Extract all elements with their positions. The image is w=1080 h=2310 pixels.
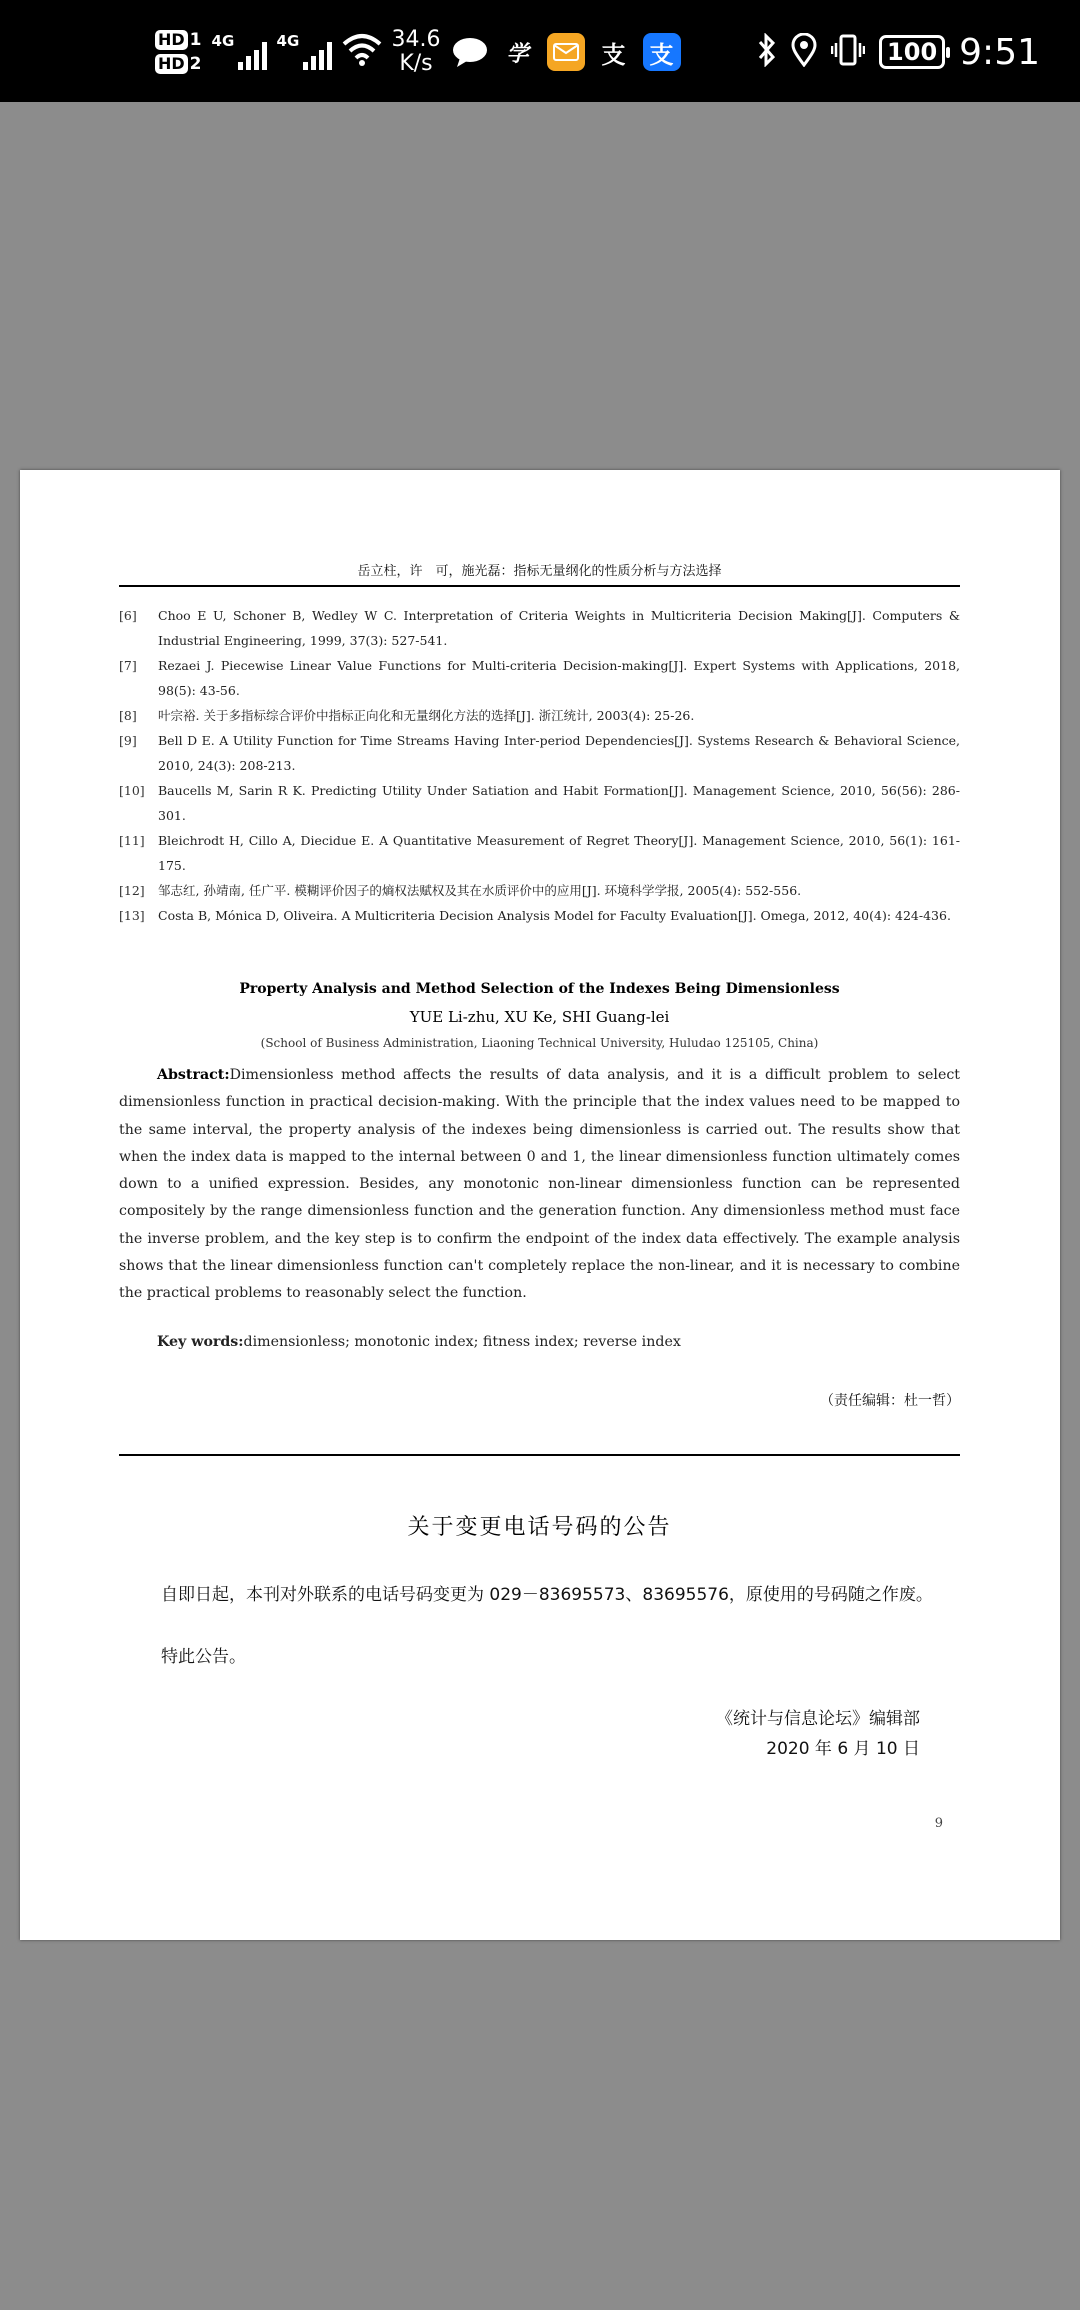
signal-1-icon: 4G [212, 34, 267, 70]
bluetooth-icon [757, 33, 777, 71]
running-head: 岳立柱，许 可，施光磊：指标无量纲化的性质分析与方法选择 [119, 560, 960, 587]
abstract-text: Dimensionless method affects the results of data analysis, and it is a difficult problem to select dimensionless function in practical decision-making. With the principle that the index values need to be mapped to the same interval, the property analysis of the indexes being dimensionless is carried out. The results show that when the index data is mapped to the internal between 0 and 1, the linear dimensionless function ultimately comes down to a unified expression. Besides, any monotonic non-linear dimensionless function can be represented compositely by the range dimensionless function and the generation function. Any dimensionless method must face the inverse problem, and the key step is to confirm the endpoint of the index data effectively. The example analysis shows that the linear dimensionless function can't completely replace the non-linear, and it is necessary to combine the practical problems to reasonably select the function. [119, 1067, 960, 1302]
keywords-label: Key words: [157, 1334, 244, 1350]
notice-closing: 特此公告。 [161, 1647, 246, 1667]
responsible-editor: （责任编辑：杜一哲） [820, 1393, 960, 1409]
network-speed: 34.6 K/s [391, 27, 441, 76]
signal-2-icon: 4G [277, 34, 332, 70]
abstract [119, 1062, 960, 1308]
hd-indicators [155, 30, 202, 74]
hd2-indicator: HD 2 [155, 54, 202, 74]
english-authors: YUE Li-zhu, XU Ke, SHI Guang-lei [409, 1008, 670, 1026]
keywords [157, 1334, 960, 1350]
english-affiliation: (School of Business Administration, Liaoning Technical University, Huludao 125105, China) [260, 1036, 819, 1050]
reference-item: [10] Baucells M, Sarin R K. Predicting Utility Under Satiation and Habit Formation[J]. Management Science, 2010, 56(56): 286-301. [119, 783, 960, 823]
reference-item: [11] Bleichrodt H, Cillo A, Diecidue E. A Quantitative Measurement of Regret Theory[J]. Management Science, 2010, 56(1): 161-175. [119, 833, 960, 873]
reference-list [119, 603, 960, 928]
section-divider [119, 1454, 960, 1456]
mail-app-icon [547, 33, 585, 71]
reference-item: [9] Bell D E. A Utility Function for Time Streams Having Inter-period Dependencies[J]. Systems Research & Behavioral Science, 2010, 24(3): 208-213. [119, 733, 960, 773]
reference-item: [8] 叶宗裕. 关于多指标综合评价中指标正向化和无量纲化方法的选择[J]. 浙江统计, 2003(4): 25-26. [119, 708, 695, 723]
abstract-label: Abstract: [157, 1067, 230, 1083]
vibrate-icon [831, 33, 865, 71]
notice-date: 2020 年 6 月 10 日 [766, 1739, 920, 1759]
status-bar-left [155, 24, 681, 80]
location-icon [791, 33, 817, 71]
status-bar-right [757, 24, 1040, 80]
notice-signature: 《统计与信息论坛》编辑部 [716, 1709, 920, 1729]
page-number: 9 [934, 1816, 943, 1831]
reference-item: [6] Choo E U, Schoner B, Wedley W C. Interpretation of Criteria Weights in Multicriteria Decision Making[J]. Computers & Industrial Engineering, 1999, 37(3): 527-541. [119, 608, 960, 648]
reference-item: [13] Costa B, Mónica D, Oliveira. A Multicriteria Decision Analysis Model for Faculty Evaluation[J]. Omega, 2012, 40(4): 424-436. [119, 908, 951, 923]
study-app-icon: 学 [506, 40, 529, 67]
english-title: Property Analysis and Method Selection of the Indexes Being Dimensionless [239, 981, 840, 997]
hd1-indicator: HD 1 [155, 30, 202, 50]
notice-title: 关于变更电话号码的公告 [407, 1515, 672, 1540]
notice-body: 自即日起，本刊对外联系的电话号码变更为 029－83695573、83695576，原使用的号码随之作废。 [161, 1585, 933, 1605]
wifi-icon [342, 32, 382, 72]
status-bar [0, 0, 1080, 102]
reference-item: [12] 邹志红, 孙靖南, 任广平. 模糊评价因子的熵权法赋权及其在水质评价中的应用[J]. 环境科学学报, 2005(4): 552-556. [119, 883, 802, 898]
keywords-text: dimensionless; monotonic index; fitness index; reverse index [243, 1334, 681, 1350]
reference-item: [7] Rezaei J. Piecewise Linear Value Functions for Multi-criteria Decision-making[J]. Expert Systems with Applications, 2018, 98(5): 43-56. [119, 658, 960, 698]
alipay-blue-icon: 支 [643, 33, 681, 71]
message-bubble-icon [451, 33, 489, 71]
clock: 9:51 [959, 31, 1040, 73]
battery-indicator: 100 [879, 35, 945, 69]
document-page [20, 470, 1060, 1940]
alipay-white-icon: 支 [601, 40, 626, 69]
